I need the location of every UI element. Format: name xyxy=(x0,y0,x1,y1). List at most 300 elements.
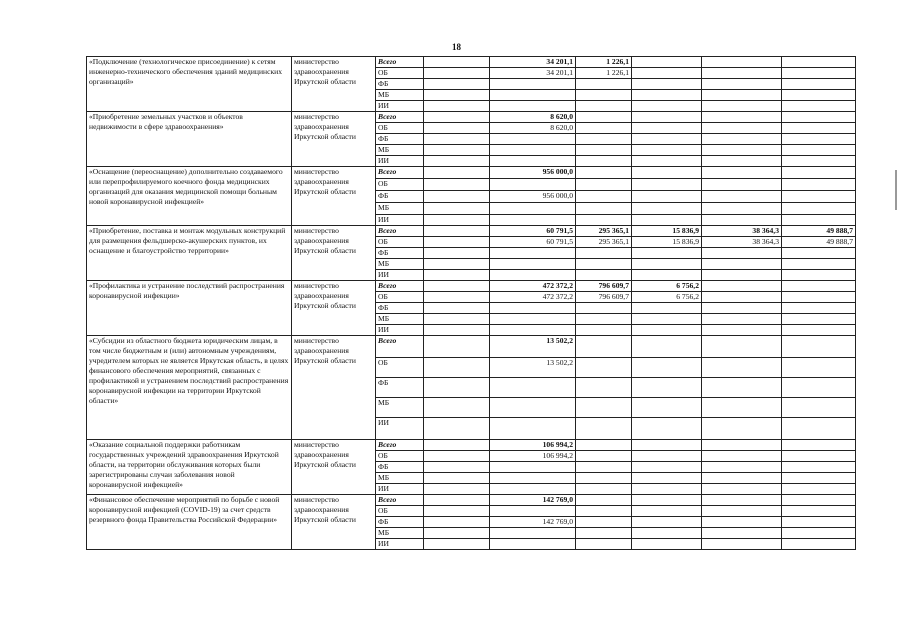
amount-cell xyxy=(782,156,856,167)
amount-cell xyxy=(424,191,490,203)
table-row xyxy=(87,281,856,292)
amount-cell xyxy=(702,156,782,167)
amount-cell xyxy=(576,167,632,179)
amount-cell xyxy=(702,215,782,226)
amount-cell xyxy=(576,203,632,215)
funding-source: ОБ xyxy=(376,123,424,134)
funding-source: Всего xyxy=(376,281,424,292)
amount-cell xyxy=(490,134,576,145)
amount-cell xyxy=(702,270,782,281)
amount-cell xyxy=(632,270,702,281)
amount-cell xyxy=(782,539,856,550)
funding-source: ФБ xyxy=(376,79,424,90)
amount-cell xyxy=(702,123,782,134)
amount-cell: 1 226,1 xyxy=(576,68,632,79)
amount-cell xyxy=(632,79,702,90)
amount-cell xyxy=(782,506,856,517)
amount-cell xyxy=(490,528,576,539)
amount-cell xyxy=(782,281,856,292)
amount-cell: 60 791,5 xyxy=(490,226,576,237)
amount-cell xyxy=(632,123,702,134)
amount-cell xyxy=(632,179,702,191)
table-row xyxy=(87,226,856,237)
amount-cell xyxy=(632,451,702,462)
amount-cell xyxy=(632,398,702,418)
amount-cell: 13 502,2 xyxy=(490,336,576,358)
amount-cell xyxy=(782,79,856,90)
amount-cell xyxy=(424,226,490,237)
amount-cell xyxy=(424,440,490,451)
amount-cell xyxy=(576,440,632,451)
amount-cell xyxy=(632,248,702,259)
amount-cell xyxy=(702,281,782,292)
amount-cell xyxy=(702,134,782,145)
amount-cell xyxy=(702,248,782,259)
amount-cell xyxy=(424,484,490,495)
amount-cell xyxy=(702,314,782,325)
funding-source: ИИ xyxy=(376,418,424,440)
amount-cell xyxy=(576,418,632,440)
amount-cell xyxy=(490,90,576,101)
amount-cell xyxy=(576,484,632,495)
amount-cell: 142 769,0 xyxy=(490,495,576,506)
amount-cell xyxy=(702,167,782,179)
amount-cell xyxy=(632,358,702,378)
amount-cell xyxy=(576,303,632,314)
funding-source: ИИ xyxy=(376,484,424,495)
amount-cell xyxy=(632,336,702,358)
amount-cell xyxy=(782,248,856,259)
amount-cell xyxy=(702,484,782,495)
amount-cell xyxy=(782,336,856,358)
amount-cell xyxy=(782,270,856,281)
amount-cell xyxy=(782,440,856,451)
amount-cell xyxy=(424,270,490,281)
amount-cell xyxy=(632,314,702,325)
funding-source: Всего xyxy=(376,495,424,506)
amount-cell xyxy=(576,462,632,473)
amount-cell xyxy=(702,528,782,539)
amount-cell xyxy=(632,473,702,484)
amount-cell: 15 836,9 xyxy=(632,226,702,237)
amount-cell xyxy=(424,462,490,473)
amount-cell: 295 365,1 xyxy=(576,226,632,237)
amount-cell xyxy=(424,398,490,418)
measure-title: «Подключение (технологическое присоединение) к сетям инженерно-технического обеспечения зданий медицинских организаций» xyxy=(87,57,292,112)
amount-cell xyxy=(632,145,702,156)
amount-cell: 60 791,5 xyxy=(490,237,576,248)
amount-cell xyxy=(490,473,576,484)
amount-cell xyxy=(576,358,632,378)
amount-cell xyxy=(782,68,856,79)
amount-cell xyxy=(632,517,702,528)
amount-cell xyxy=(576,90,632,101)
amount-cell xyxy=(576,101,632,112)
funding-source: МБ xyxy=(376,145,424,156)
amount-cell xyxy=(576,191,632,203)
amount-cell: 34 201,1 xyxy=(490,57,576,68)
funding-source: МБ xyxy=(376,528,424,539)
amount-cell xyxy=(702,336,782,358)
funding-source: МБ xyxy=(376,90,424,101)
funding-source: ФБ xyxy=(376,248,424,259)
amount-cell xyxy=(702,90,782,101)
table-row xyxy=(87,112,856,123)
amount-cell xyxy=(424,248,490,259)
amount-cell: 1 226,1 xyxy=(576,57,632,68)
amount-cell xyxy=(632,156,702,167)
amount-cell: 956 000,0 xyxy=(490,191,576,203)
amount-cell: 49 888,7 xyxy=(782,226,856,237)
amount-cell: 8 620,0 xyxy=(490,112,576,123)
amount-cell xyxy=(424,145,490,156)
measure-executor: министерство здравоохранения Иркутской области xyxy=(292,226,376,281)
funding-source: ОБ xyxy=(376,451,424,462)
amount-cell xyxy=(782,215,856,226)
funding-source: ФБ xyxy=(376,378,424,398)
amount-cell xyxy=(782,123,856,134)
amount-cell xyxy=(702,358,782,378)
amount-cell xyxy=(490,259,576,270)
funding-source: МБ xyxy=(376,203,424,215)
amount-cell xyxy=(424,215,490,226)
amount-cell xyxy=(576,112,632,123)
funding-source: ФБ xyxy=(376,462,424,473)
amount-cell xyxy=(490,156,576,167)
amount-cell xyxy=(424,112,490,123)
amount-cell xyxy=(782,325,856,336)
amount-cell: 142 769,0 xyxy=(490,517,576,528)
funding-source: ИИ xyxy=(376,325,424,336)
amount-cell xyxy=(782,145,856,156)
amount-cell xyxy=(632,325,702,336)
amount-cell xyxy=(782,303,856,314)
amount-cell xyxy=(702,259,782,270)
funding-source: МБ xyxy=(376,314,424,325)
measure-title: «Финансовое обеспечение мероприятий по борьбе с новой коронавирусной инфекцией (COVID-19) за счет средств резервного фонда Правительства Российской Федерации» xyxy=(87,495,292,550)
amount-cell xyxy=(632,101,702,112)
amount-cell xyxy=(702,179,782,191)
amount-cell xyxy=(424,68,490,79)
funding-source: МБ xyxy=(376,398,424,418)
measure-title: «Приобретение, поставка и монтаж модульных конструкций для размещения фельдшерско-акушерских пунктов, их оснащение и благоустройство территории» xyxy=(87,226,292,281)
amount-cell xyxy=(702,440,782,451)
amount-cell xyxy=(782,451,856,462)
amount-cell xyxy=(782,528,856,539)
amount-cell xyxy=(424,259,490,270)
measure-executor: министерство здравоохранения Иркутской области xyxy=(292,495,376,550)
amount-cell xyxy=(782,314,856,325)
amount-cell xyxy=(782,473,856,484)
amount-cell xyxy=(490,79,576,90)
amount-cell xyxy=(424,237,490,248)
amount-cell: 49 888,7 xyxy=(782,237,856,248)
funding-source: ОБ xyxy=(376,292,424,303)
amount-cell xyxy=(702,292,782,303)
measure-executor: министерство здравоохранения Иркутской области xyxy=(292,336,376,440)
edge-mark xyxy=(893,170,899,210)
amount-cell xyxy=(424,473,490,484)
amount-cell xyxy=(424,325,490,336)
amount-cell xyxy=(782,167,856,179)
amount-cell xyxy=(490,325,576,336)
amount-cell xyxy=(782,57,856,68)
measure-executor: министерство здравоохранения Иркутской области xyxy=(292,440,376,495)
funding-source: ФБ xyxy=(376,303,424,314)
amount-cell xyxy=(702,418,782,440)
amount-cell xyxy=(424,303,490,314)
amount-cell xyxy=(424,281,490,292)
measure-title: «Профилактика и устранение последствий распространения коронавирусной инфекции» xyxy=(87,281,292,336)
amount-cell xyxy=(424,418,490,440)
amount-cell xyxy=(782,203,856,215)
amount-cell xyxy=(702,145,782,156)
amount-cell xyxy=(576,506,632,517)
amount-cell xyxy=(424,90,490,101)
amount-cell: 8 620,0 xyxy=(490,123,576,134)
amount-cell: 472 372,2 xyxy=(490,281,576,292)
funding-source: ОБ xyxy=(376,358,424,378)
amount-cell xyxy=(576,314,632,325)
amount-cell xyxy=(576,325,632,336)
funding-source: МБ xyxy=(376,473,424,484)
amount-cell: 15 836,9 xyxy=(632,237,702,248)
amount-cell xyxy=(424,57,490,68)
amount-cell xyxy=(632,259,702,270)
amount-cell xyxy=(632,484,702,495)
amount-cell xyxy=(490,484,576,495)
amount-cell xyxy=(632,191,702,203)
amount-cell xyxy=(782,495,856,506)
amount-cell: 796 609,7 xyxy=(576,281,632,292)
amount-cell xyxy=(424,378,490,398)
amount-cell xyxy=(782,484,856,495)
amount-cell xyxy=(782,517,856,528)
amount-cell xyxy=(576,495,632,506)
amount-cell xyxy=(576,156,632,167)
funding-source: ФБ xyxy=(376,134,424,145)
amount-cell xyxy=(702,378,782,398)
amount-cell xyxy=(576,451,632,462)
amount-cell xyxy=(424,292,490,303)
page-number: 18 xyxy=(452,42,461,52)
amount-cell xyxy=(576,539,632,550)
amount-cell xyxy=(782,101,856,112)
amount-cell xyxy=(424,203,490,215)
amount-cell: 6 756,2 xyxy=(632,281,702,292)
amount-cell xyxy=(424,528,490,539)
amount-cell: 38 364,3 xyxy=(702,237,782,248)
amount-cell xyxy=(782,292,856,303)
amount-cell xyxy=(782,358,856,378)
funding-source: ОБ xyxy=(376,506,424,517)
amount-cell xyxy=(490,418,576,440)
funding-source: МБ xyxy=(376,259,424,270)
amount-cell xyxy=(782,398,856,418)
amount-cell: 6 756,2 xyxy=(632,292,702,303)
funding-source: ИИ xyxy=(376,101,424,112)
amount-cell xyxy=(782,378,856,398)
table-row xyxy=(87,57,856,68)
amount-cell xyxy=(490,145,576,156)
amount-cell xyxy=(490,539,576,550)
amount-cell xyxy=(702,57,782,68)
amount-cell xyxy=(782,179,856,191)
amount-cell xyxy=(424,79,490,90)
amount-cell xyxy=(782,90,856,101)
funding-source: ОБ xyxy=(376,179,424,191)
amount-cell xyxy=(576,517,632,528)
amount-cell xyxy=(490,203,576,215)
amount-cell xyxy=(424,123,490,134)
amount-cell: 38 364,3 xyxy=(702,226,782,237)
funding-source: Всего xyxy=(376,226,424,237)
funding-source: Всего xyxy=(376,167,424,179)
amount-cell xyxy=(424,101,490,112)
amount-cell xyxy=(702,203,782,215)
funding-source: ФБ xyxy=(376,517,424,528)
funding-source: Всего xyxy=(376,112,424,123)
amount-cell xyxy=(576,259,632,270)
amount-cell xyxy=(782,259,856,270)
amount-cell xyxy=(424,134,490,145)
funding-source: ФБ xyxy=(376,191,424,203)
amount-cell xyxy=(576,378,632,398)
amount-cell xyxy=(702,79,782,90)
amount-cell xyxy=(576,134,632,145)
budget-table xyxy=(86,56,856,550)
funding-source: ОБ xyxy=(376,68,424,79)
amount-cell: 34 201,1 xyxy=(490,68,576,79)
amount-cell xyxy=(782,418,856,440)
amount-cell xyxy=(632,303,702,314)
amount-cell xyxy=(424,336,490,358)
amount-cell xyxy=(702,68,782,79)
amount-cell xyxy=(702,191,782,203)
table-row xyxy=(87,495,856,506)
amount-cell xyxy=(632,440,702,451)
amount-cell xyxy=(424,539,490,550)
amount-cell xyxy=(702,398,782,418)
amount-cell xyxy=(424,314,490,325)
table-row xyxy=(87,167,856,179)
measure-title: «Приобретение земельных участков и объектов недвижимости в сфере здравоохранения» xyxy=(87,112,292,167)
amount-cell xyxy=(490,303,576,314)
measure-executor: министерство здравоохранения Иркутской области xyxy=(292,281,376,336)
measure-title: «Субсидии из областного бюджета юридическим лицам, в том числе бюджетным и (или) автономным учреждениям, учредителем которых не является Иркутская область, в целях финансового обеспечения мероприятий, связанных с профилактикой и устранением последствий распространения коронавирусной инфекции на территории Иркутской области» xyxy=(87,336,292,440)
amount-cell xyxy=(632,528,702,539)
amount-cell xyxy=(490,314,576,325)
amount-cell: 295 365,1 xyxy=(576,237,632,248)
amount-cell xyxy=(576,79,632,90)
amount-cell xyxy=(702,112,782,123)
measure-title: «Оказание социальной поддержки работникам государственных учреждений здравоохранения Иркутской области, на территории обслуживания которых были зарегистрированы случаи заболевания новой коронавирусной инфекцией» xyxy=(87,440,292,495)
amount-cell xyxy=(702,473,782,484)
amount-cell xyxy=(490,179,576,191)
amount-cell xyxy=(490,506,576,517)
amount-cell xyxy=(702,303,782,314)
amount-cell xyxy=(424,451,490,462)
funding-source: ОБ xyxy=(376,237,424,248)
funding-source: ИИ xyxy=(376,215,424,226)
amount-cell xyxy=(490,248,576,259)
amount-cell xyxy=(424,156,490,167)
amount-cell xyxy=(702,517,782,528)
amount-cell xyxy=(632,378,702,398)
amount-cell xyxy=(576,398,632,418)
funding-source: Всего xyxy=(376,440,424,451)
amount-cell xyxy=(702,506,782,517)
amount-cell xyxy=(632,215,702,226)
amount-cell xyxy=(490,101,576,112)
funding-source: ИИ xyxy=(376,539,424,550)
amount-cell xyxy=(632,539,702,550)
measure-title: «Оснащение (переоснащение) дополнительно создаваемого или перепрофилируемого коечного фонда медицинских организаций для оказания медицинской помощи больным новой коронавирусной инфекцией» xyxy=(87,167,292,226)
amount-cell xyxy=(782,134,856,145)
amount-cell xyxy=(424,179,490,191)
amount-cell xyxy=(576,336,632,358)
amount-cell xyxy=(576,473,632,484)
amount-cell xyxy=(782,191,856,203)
measure-executor: министерство здравоохранения Иркутской области xyxy=(292,112,376,167)
amount-cell xyxy=(490,462,576,473)
amount-cell xyxy=(702,462,782,473)
amount-cell xyxy=(424,517,490,528)
table-row xyxy=(87,440,856,451)
amount-cell: 106 994,2 xyxy=(490,451,576,462)
amount-cell xyxy=(576,145,632,156)
amount-cell xyxy=(424,167,490,179)
funding-source: Всего xyxy=(376,57,424,68)
amount-cell xyxy=(632,495,702,506)
amount-cell xyxy=(702,539,782,550)
amount-cell xyxy=(490,215,576,226)
amount-cell xyxy=(490,398,576,418)
amount-cell xyxy=(576,528,632,539)
amount-cell xyxy=(424,495,490,506)
amount-cell xyxy=(702,101,782,112)
amount-cell xyxy=(632,68,702,79)
amount-cell: 106 994,2 xyxy=(490,440,576,451)
amount-cell xyxy=(576,123,632,134)
amount-cell xyxy=(424,358,490,378)
amount-cell xyxy=(632,462,702,473)
amount-cell xyxy=(632,203,702,215)
funding-source: ИИ xyxy=(376,156,424,167)
amount-cell xyxy=(576,248,632,259)
amount-cell xyxy=(576,179,632,191)
amount-cell xyxy=(632,112,702,123)
amount-cell xyxy=(632,418,702,440)
amount-cell xyxy=(702,325,782,336)
amount-cell xyxy=(632,90,702,101)
amount-cell: 956 000,0 xyxy=(490,167,576,179)
amount-cell xyxy=(632,57,702,68)
amount-cell xyxy=(632,506,702,517)
measure-executor: министерство здравоохранения Иркутской области xyxy=(292,57,376,112)
amount-cell xyxy=(702,495,782,506)
amount-cell xyxy=(632,134,702,145)
amount-cell xyxy=(632,167,702,179)
amount-cell xyxy=(424,506,490,517)
amount-cell xyxy=(576,215,632,226)
amount-cell xyxy=(782,112,856,123)
amount-cell: 472 372,2 xyxy=(490,292,576,303)
amount-cell xyxy=(782,462,856,473)
amount-cell xyxy=(702,451,782,462)
funding-source: Всего xyxy=(376,336,424,358)
amount-cell: 796 609,7 xyxy=(576,292,632,303)
